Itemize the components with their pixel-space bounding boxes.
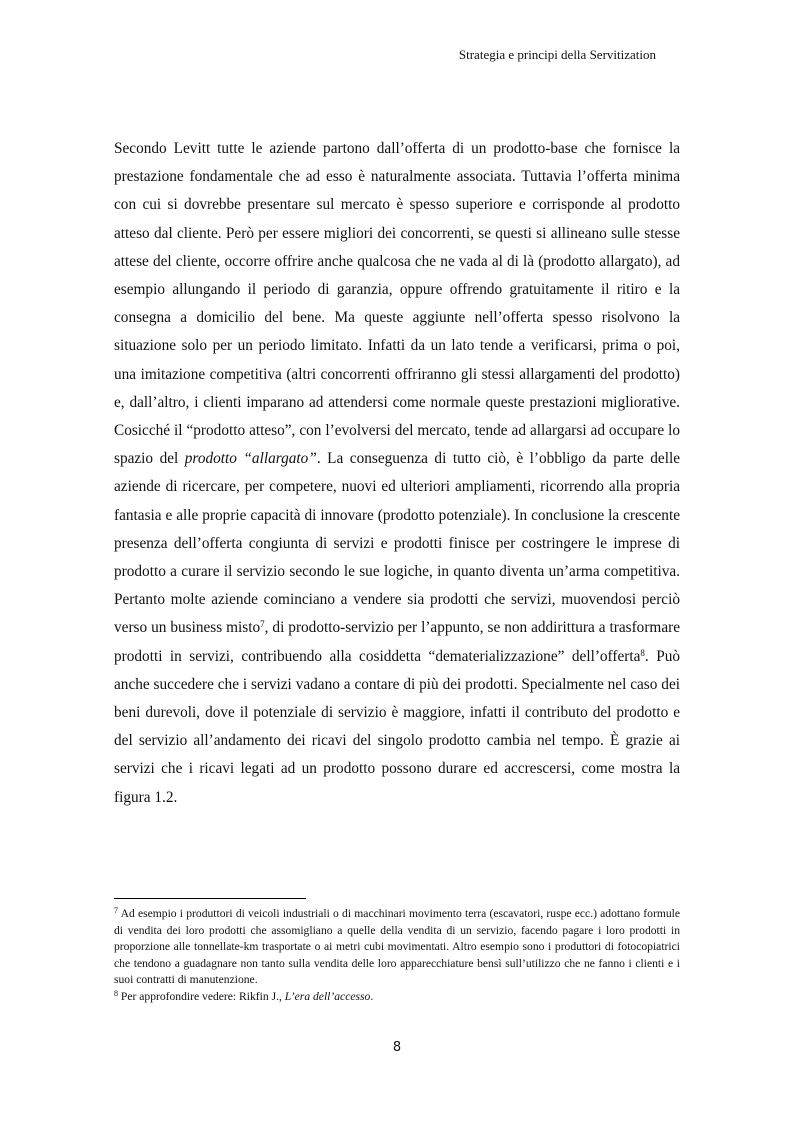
paragraph-text-4: . Può anche succedere che i servizi vadano a contare di più dei prodotti. Specialmente nel caso dei beni durevoli, dove il potenziale di servizio è maggiore, infatti il contributo del prodotto e del servizio all’andamento dei ricavi del singolo prodotto cambia nel tempo. È grazie ai servizi che i ricavi legati ad un prodotto possono durare ed accrescersi, come mostra la figura 1.2. <box>114 647 681 806</box>
paragraph-text-1: Secondo Levitt tutte le aziende partono dall’offerta di un prodotto-base che fornisce la prestazione fondamentale che ad esso è naturalmente associata. Tuttavia l’offerta minima con cui si dovrebbe presentare sul mercato è spesso superiore e corrisponde al prodotto atteso dal cliente. Però per essere migliori dei concorrenti, se questi si allineano sulle stesse attese del cliente, occorre offrire anche qualcosa che ne vada al di là (prodotto allargato), ad esempio allungando il periodo di garanzia, oppure offrendo gratuitamente il ritiro e la consegna a domicilio del bene. Ma queste aggiunte nell’offerta spesso risolvono la situazione solo per un periodo limitato. Infatti da un lato tende a verificarsi, prima o poi, una imitazione competitiva (altri concorrenti offriranno gli stessi allargamenti del prodotto) e, dall’altro, i clienti imparano ad attendersi come normale queste prestazioni migliorative. Cosicché il “prodotto atteso”, con l’evolversi del mercato, tende ad allargarsi ad occupare lo spazio del <box>114 140 680 468</box>
footnotes <box>114 906 680 1005</box>
footnote-8 <box>114 989 680 1006</box>
footnote-number: 7 <box>114 906 118 915</box>
body-paragraph <box>114 135 680 812</box>
paragraph-text-3: , di prodotto-servizio per l’appunto, se non addirittura a trasformare prodotti in servizi, contribuendo alla cosiddetta “dematerializzazione” dell’offerta <box>114 619 680 665</box>
book-title: L’era dell’accesso <box>284 989 371 1003</box>
footnote-7 <box>114 906 680 989</box>
footnote-ref-7[interactable]: 7 <box>260 619 265 630</box>
running-header: Strategia e principi della Servitization <box>458 47 656 62</box>
footnote-text: Ad esempio i produttori di veicoli industriali o di macchinari movimento terra (escavatori, ruspe ecc.) adottano formule di vendita dei loro prodotti che assomigliano a quelle della vendita di un servizio, facendo pagare i loro prodotti in proporzione alle tonnellate-km trasportate o ai metri cubi movimentati. Altro esempio sono i produttori di fotocopiatrici che tendono a guadagnare non tanto sulla vendita delle loro apparecchiature bensì sull’utilizzo che ne fanno i clienti e i suoi contratti di manutenzione. <box>114 907 680 986</box>
footnote-ref-8[interactable]: 8 <box>640 647 645 658</box>
footnote-text: Per approfondire vedere: Rikfin J., <box>118 989 285 1003</box>
footnote-end: . <box>370 989 374 1003</box>
footnote-separator <box>114 898 306 899</box>
page-number: 8 <box>392 1040 402 1055</box>
footnote-number: 8 <box>114 988 118 998</box>
paragraph-text-2: . La conseguenza di tutto ciò, è l’obbligo da parte delle aziende di ricercare, per competere, nuovi ed ulteriori ampliamenti, ricorrendo alla propria fantasia e alle proprie capacità di innovare (prodotto potenziale). In conclusione la crescente presenza dell’offerta congiunta di servizi e prodotti finisce per costringere le imprese di prodotto a curare il servizio secondo le sue logiche, in quanto diventa un’arma competitiva. Pertanto molte aziende cominciano a vendere sia prodotti che servizi, muovendosi perciò verso un business misto <box>114 450 681 637</box>
italic-term: prodotto “allargato” <box>184 450 317 468</box>
